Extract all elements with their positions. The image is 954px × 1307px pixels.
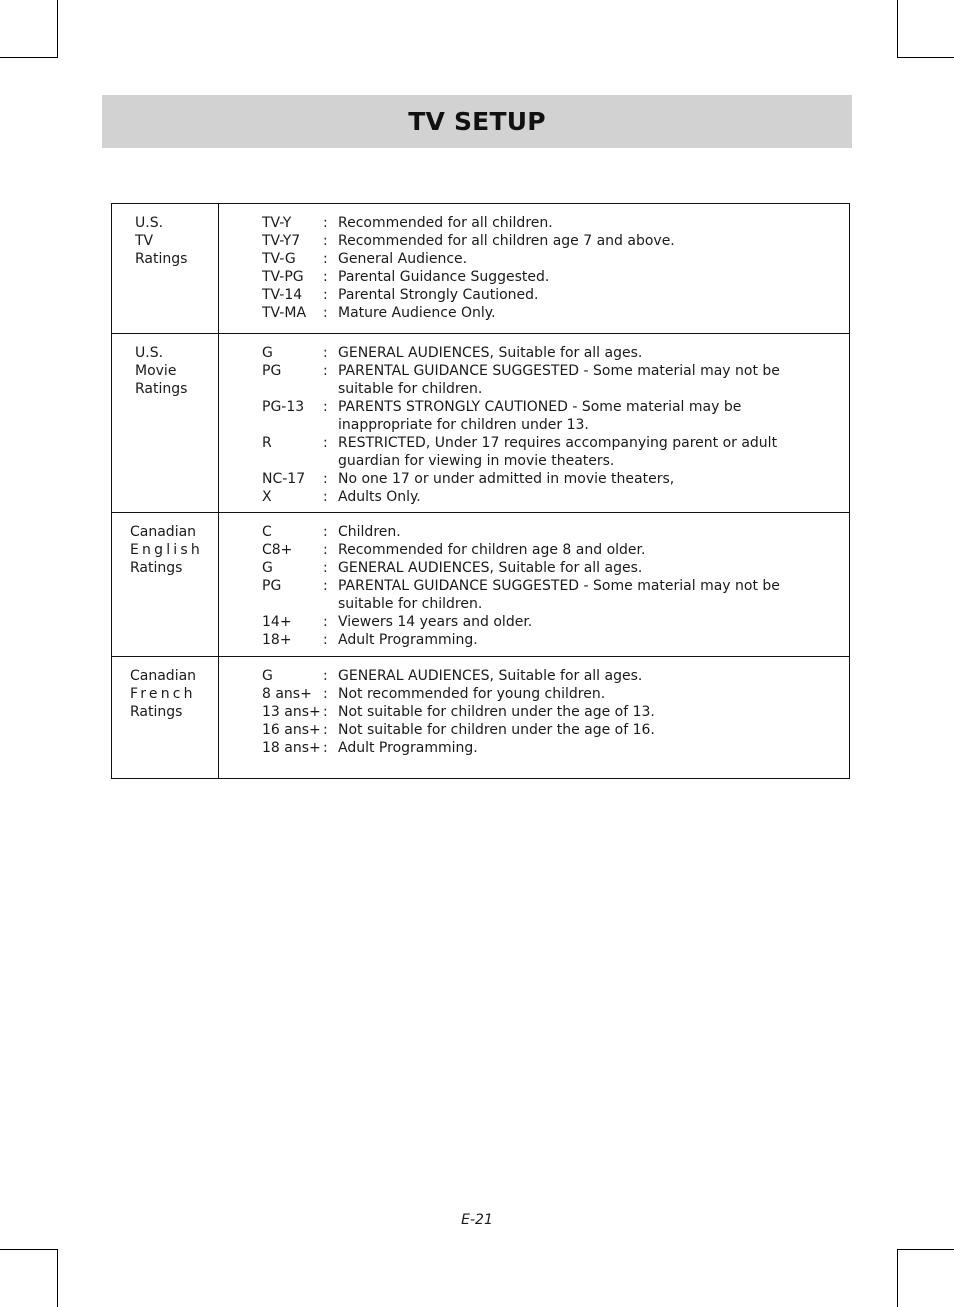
section-label-line: TV bbox=[135, 233, 154, 249]
rating-code: TV-PG bbox=[262, 269, 304, 285]
colon-separator: : bbox=[323, 668, 328, 684]
rating-code: PG bbox=[262, 578, 282, 594]
rating-code: X bbox=[262, 489, 272, 505]
colon-separator: : bbox=[323, 614, 328, 630]
colon-separator: : bbox=[323, 524, 328, 540]
section-label-line: English bbox=[130, 542, 203, 558]
crop-mark-bottom-left-h bbox=[0, 1249, 58, 1250]
section-entries bbox=[219, 204, 849, 322]
section-label-line: Ratings bbox=[130, 560, 183, 576]
rating-entry bbox=[262, 268, 829, 286]
ratings-table bbox=[111, 203, 850, 779]
rating-description: Recommended for all children age 7 and above. bbox=[338, 233, 675, 249]
rating-code: 18+ bbox=[262, 632, 292, 648]
page-title: TV SETUP bbox=[408, 107, 546, 136]
rating-code: PG bbox=[262, 363, 282, 379]
colon-separator: : bbox=[323, 305, 328, 321]
rating-description: Not suitable for children under the age of 13. bbox=[338, 704, 655, 720]
rating-description: Not suitable for children under the age of 16. bbox=[338, 722, 655, 738]
section-label-cell bbox=[112, 204, 219, 334]
colon-separator: : bbox=[323, 345, 328, 361]
section-label bbox=[112, 657, 218, 721]
rating-description: PARENTAL GUIDANCE SUGGESTED - Some material may not be suitable for children. bbox=[338, 578, 780, 612]
rating-entry bbox=[262, 232, 829, 250]
section-label-line: French bbox=[130, 686, 196, 702]
colon-separator: : bbox=[323, 399, 328, 415]
section-label-cell bbox=[112, 513, 219, 657]
colon-separator: : bbox=[323, 215, 328, 231]
rating-description: Adults Only. bbox=[338, 489, 421, 505]
rating-code: R bbox=[262, 435, 272, 451]
rating-entry bbox=[262, 739, 829, 757]
ratings-section-us-tv bbox=[112, 204, 850, 334]
crop-mark-bottom-right-v bbox=[897, 1249, 898, 1307]
section-label bbox=[112, 204, 218, 268]
rating-code: 18 ans+ bbox=[262, 740, 321, 756]
colon-separator: : bbox=[323, 287, 328, 303]
section-entries-cell bbox=[219, 204, 850, 334]
rating-description: Mature Audience Only. bbox=[338, 305, 496, 321]
section-label-line: Ratings bbox=[135, 381, 188, 397]
rating-description: Children. bbox=[338, 524, 401, 540]
rating-description: GENERAL AUDIENCES, Suitable for all ages. bbox=[338, 668, 643, 684]
rating-entry bbox=[262, 470, 829, 488]
colon-separator: : bbox=[323, 251, 328, 267]
rating-entry bbox=[262, 344, 829, 362]
section-label-line: Canadian bbox=[130, 668, 197, 684]
ratings-section-us-movie bbox=[112, 334, 850, 513]
section-label-line: Canadian bbox=[130, 524, 197, 540]
colon-separator: : bbox=[323, 560, 328, 576]
colon-separator: : bbox=[323, 269, 328, 285]
rating-code: TV-MA bbox=[262, 305, 307, 321]
rating-entry bbox=[262, 721, 829, 739]
rating-description: Not recommended for young children. bbox=[338, 686, 606, 702]
colon-separator: : bbox=[323, 542, 328, 558]
rating-code: 14+ bbox=[262, 614, 292, 630]
section-entries-cell bbox=[219, 513, 850, 657]
crop-mark-top-left-h bbox=[0, 57, 58, 58]
rating-code: G bbox=[262, 560, 273, 576]
rating-description: GENERAL AUDIENCES, Suitable for all ages. bbox=[338, 560, 643, 576]
section-label-line: Movie bbox=[135, 363, 177, 379]
rating-description: RESTRICTED, Under 17 requires accompanying parent or adult guardian for viewing in movie theaters. bbox=[338, 435, 778, 469]
rating-description: Adult Programming. bbox=[338, 632, 478, 648]
rating-entry bbox=[262, 523, 829, 541]
rating-description: GENERAL AUDIENCES, Suitable for all ages. bbox=[338, 345, 643, 361]
colon-separator: : bbox=[323, 686, 328, 702]
crop-mark-top-right-v bbox=[897, 0, 898, 58]
rating-entry bbox=[262, 541, 829, 559]
colon-separator: : bbox=[323, 632, 328, 648]
section-label-line: U.S. bbox=[135, 345, 164, 361]
colon-separator: : bbox=[323, 363, 328, 379]
colon-separator: : bbox=[323, 722, 328, 738]
colon-separator: : bbox=[323, 471, 328, 487]
rating-entry bbox=[262, 559, 829, 577]
section-label-cell bbox=[112, 334, 219, 513]
colon-separator: : bbox=[323, 578, 328, 594]
rating-entry bbox=[262, 577, 829, 613]
crop-mark-top-left-v bbox=[57, 0, 58, 58]
rating-description: Parental Guidance Suggested. bbox=[338, 269, 550, 285]
rating-description: PARENTAL GUIDANCE SUGGESTED - Some material may not be suitable for children. bbox=[338, 363, 780, 397]
rating-entry bbox=[262, 631, 829, 649]
rating-code: NC-17 bbox=[262, 471, 306, 487]
rating-entry bbox=[262, 434, 829, 470]
rating-entry bbox=[262, 214, 829, 232]
rating-description: No one 17 or under admitted in movie theaters, bbox=[338, 471, 675, 487]
section-entries-cell bbox=[219, 657, 850, 779]
colon-separator: : bbox=[323, 704, 328, 720]
rating-code: PG-13 bbox=[262, 399, 305, 415]
rating-entry bbox=[262, 685, 829, 703]
rating-description: Recommended for all children. bbox=[338, 215, 553, 231]
rating-description: Adult Programming. bbox=[338, 740, 478, 756]
section-label bbox=[112, 334, 218, 398]
section-entries-cell bbox=[219, 334, 850, 513]
rating-entry bbox=[262, 613, 829, 631]
rating-code: 16 ans+ bbox=[262, 722, 321, 738]
rating-code: TV-14 bbox=[262, 287, 303, 303]
rating-description: General Audience. bbox=[338, 251, 468, 267]
rating-entry bbox=[262, 250, 829, 268]
section-label bbox=[112, 513, 218, 577]
rating-description: Viewers 14 years and older. bbox=[338, 614, 533, 630]
section-entries bbox=[219, 513, 849, 649]
section-label-cell bbox=[112, 657, 219, 779]
rating-entry bbox=[262, 667, 829, 685]
colon-separator: : bbox=[323, 435, 328, 451]
rating-code: C bbox=[262, 524, 272, 540]
section-label-line: Ratings bbox=[130, 704, 183, 720]
ratings-section-canadian-french bbox=[112, 657, 850, 779]
rating-description: Recommended for children age 8 and older. bbox=[338, 542, 646, 558]
rating-entry bbox=[262, 286, 829, 304]
rating-code: C8+ bbox=[262, 542, 293, 558]
rating-code: 8 ans+ bbox=[262, 686, 312, 702]
rating-description: PARENTS STRONGLY CAUTIONED - Some material may be inappropriate for children under 13. bbox=[338, 399, 742, 433]
crop-mark-bottom-left-v bbox=[57, 1249, 58, 1307]
section-entries bbox=[219, 334, 849, 506]
section-label-line: U.S. bbox=[135, 215, 164, 231]
rating-entry bbox=[262, 488, 829, 506]
rating-entry bbox=[262, 398, 829, 434]
page-number: E-21 bbox=[461, 1212, 493, 1228]
rating-code: G bbox=[262, 668, 273, 684]
rating-entry bbox=[262, 304, 829, 322]
section-entries bbox=[219, 657, 849, 757]
section-label-line: Ratings bbox=[135, 251, 188, 267]
rating-entry bbox=[262, 703, 829, 721]
rating-description: Parental Strongly Cautioned. bbox=[338, 287, 539, 303]
colon-separator: : bbox=[323, 489, 328, 505]
title-banner bbox=[102, 95, 852, 148]
ratings-section-canadian-english bbox=[112, 513, 850, 657]
rating-code: G bbox=[262, 345, 273, 361]
rating-entry bbox=[262, 362, 829, 398]
crop-mark-top-right-h bbox=[897, 57, 954, 58]
rating-code: TV-Y7 bbox=[262, 233, 301, 249]
crop-mark-bottom-right-h bbox=[897, 1249, 954, 1250]
colon-separator: : bbox=[323, 233, 328, 249]
rating-code: TV-Y bbox=[262, 215, 292, 231]
rating-code: 13 ans+ bbox=[262, 704, 321, 720]
colon-separator: : bbox=[323, 740, 328, 756]
rating-code: TV-G bbox=[262, 251, 296, 267]
